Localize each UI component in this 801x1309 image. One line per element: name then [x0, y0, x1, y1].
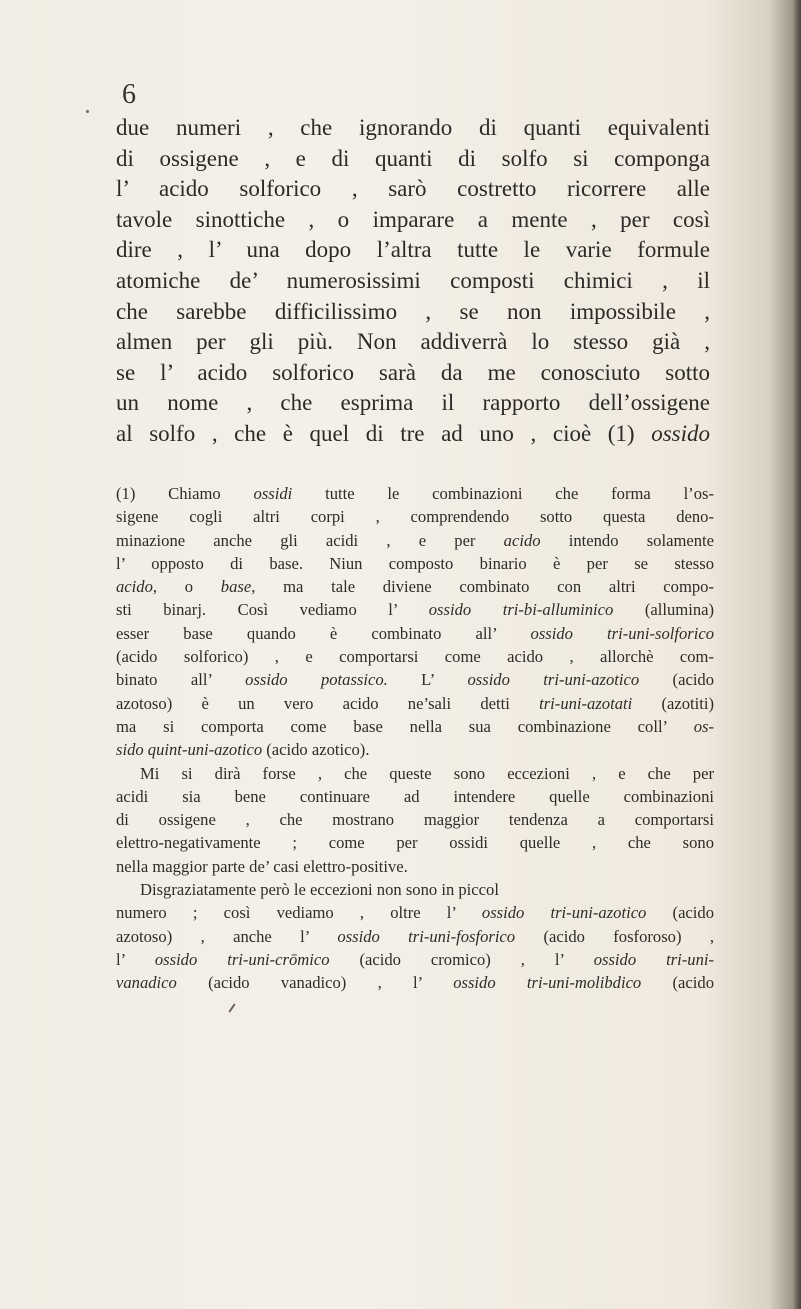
footnote-text: , o: [152, 577, 221, 597]
footnote-line: [116, 855, 714, 878]
footnote-text: Disgraziatamente però le eccezioni non sono in piccol: [140, 880, 499, 900]
footnote-italic-term: os-: [693, 716, 714, 736]
footnote-text: (acido: [646, 903, 714, 923]
footnote-text: intendo solamente: [540, 530, 714, 550]
footnote-line: [116, 785, 714, 808]
footnote-text: l’: [116, 949, 155, 969]
body-line-last-italic: ossido: [651, 420, 710, 446]
footnote-italic-term: ossido tri-uni-: [593, 949, 715, 969]
footnote-italic-term: ossido potassico.: [245, 670, 388, 690]
footnote-italic-term: ossido tri-uni-azotico: [481, 903, 647, 923]
footnote-line: [116, 598, 714, 621]
footnote-line: [116, 552, 714, 575]
footnote-italic-term: acido: [503, 530, 541, 550]
footnote-text: azotoso) è un vero acido ne’sali detti: [116, 693, 540, 713]
footnote-italic-term: ossido tri-uni-crōmico: [154, 949, 330, 969]
footnote-line: [116, 692, 714, 715]
footnote-text: (acido azotico).: [262, 740, 370, 760]
body-line: che sarebbe difficilissimo , se non impossibile ,: [116, 298, 710, 324]
footnote-text: sigene cogli altri corpi , comprendendo sotto questa deno-: [116, 507, 714, 527]
paper-speck: [86, 110, 89, 113]
footnote-line: [116, 925, 714, 948]
footnote-italic-term: ossido tri-uni-molibdico: [453, 973, 642, 993]
footnote-line: [116, 668, 714, 691]
footnote-text: L’: [387, 670, 468, 690]
body-line: dire , l’ una dopo l’altra tutte le varie formule: [116, 237, 710, 263]
paper-mark: [228, 1003, 235, 1012]
body-line: l’ acido solforico , sarò costretto ricorrere alle: [116, 176, 710, 202]
footnote-italic-term: sido quint-uni-azotico: [116, 740, 263, 760]
footnote-text: (allumina): [613, 600, 715, 620]
footnote-text: binato all’: [116, 670, 246, 690]
footnote-text: (1) Chiamo: [116, 484, 254, 503]
footnote-block: [116, 482, 714, 995]
footnote-italic-term: base: [220, 577, 252, 597]
footnote-text: esser base quando è combinato all’: [116, 623, 531, 643]
footnote-text: l’ opposto di base. Niun composto binario è per se stesso: [116, 553, 714, 573]
footnote-line: [116, 878, 714, 901]
footnote-italic-term: ossido tri-uni-azotico: [467, 670, 640, 690]
footnote-line: [116, 831, 714, 854]
footnote-line: [116, 808, 714, 831]
body-line: due numeri , che ignorando di quanti equivalenti: [116, 115, 710, 140]
footnote-line: [116, 529, 714, 552]
body-line-last: [116, 419, 710, 450]
body-line: un nome , che esprima il rapporto dell’ossigene: [116, 390, 710, 416]
footnote-italic-term: ossidi: [253, 484, 293, 503]
footnote-text: sti binarj. Così vediamo l’: [116, 600, 429, 620]
footnote-italic-term: ossido tri-uni-solforico: [530, 623, 714, 643]
body-line: se l’ acido solforico sarà da me conosciuto sotto: [116, 359, 710, 385]
footnote-text: tutte le combinazioni che forma l’os-: [292, 484, 714, 503]
footnote-text: (acido: [639, 670, 715, 690]
body-line: tavole sinottiche , o imparare a mente , per così: [116, 206, 710, 232]
body-line: atomiche de’ numerosissimi composti chimici , il: [116, 267, 710, 293]
footnote-text: Mi si dirà forse , che queste sono eccezioni , e che per: [140, 763, 714, 783]
footnote-line: [116, 575, 714, 598]
footnote-italic-term: vanadico: [116, 973, 177, 993]
footnote-text: (acido solforico) , e comportarsi come acido , allorchè com-: [116, 647, 714, 667]
page-number: 6: [122, 79, 136, 110]
footnote-line: [116, 482, 714, 505]
footnote-text: minazione anche gli acidi , e per: [116, 530, 504, 550]
footnote-italic-term: tri-uni-azotati: [539, 693, 633, 713]
page-edge-shadow: [793, 0, 801, 1309]
footnote-text: (azotiti): [632, 693, 714, 713]
footnote-italic-term: acido: [116, 577, 153, 597]
footnote-text: di ossigene , che mostrano maggior tendenza a comportarsi: [116, 810, 714, 830]
main-text-block: [116, 113, 710, 450]
footnote-text: , ma tale diviene combinato con altri compo-: [251, 577, 714, 597]
footnote-italic-term: ossido tri-uni-fosforico: [337, 926, 516, 946]
footnote-text: azotoso) , anche l’: [116, 926, 338, 946]
footnote-line: [116, 622, 714, 645]
footnote-text: (acido vanadico) , l’: [176, 973, 454, 993]
footnote-text: (acido fosforoso) ,: [515, 926, 714, 946]
footnote-text: nella maggior parte de’ casi elettro-positive.: [116, 856, 408, 876]
footnote-text: ma si comporta come base nella sua combinazione coll’: [116, 716, 694, 736]
body-line: almen per gli più. Non addiverrà lo stesso già ,: [116, 329, 710, 355]
footnote-line: [116, 505, 714, 528]
footnote-line: [116, 762, 714, 785]
footnote-line: [116, 971, 714, 994]
footnote-text: numero ; così vediamo , oltre l’: [116, 903, 482, 923]
footnote-line: [116, 715, 714, 738]
footnote-text: (acido: [641, 973, 714, 993]
footnote-line: [116, 901, 714, 924]
body-line-last-text: al solfo , che è quel di tre ad uno , cioè (1): [116, 420, 635, 446]
body-line: di ossigene , e di quanti di solfo si componga: [116, 145, 710, 171]
footnote-text: acidi sia bene continuare ad intendere quelle combinazioni: [116, 786, 714, 806]
footnote-text: elettro-negativamente ; come per ossidi quelle , che sono: [116, 833, 714, 853]
footnote-line: [116, 738, 714, 761]
footnote-italic-term: ossido tri-bi-alluminico: [428, 600, 614, 620]
footnote-text: (acido cromico) , l’: [329, 949, 594, 969]
footnote-line: [116, 948, 714, 971]
footnote-line: [116, 645, 714, 668]
